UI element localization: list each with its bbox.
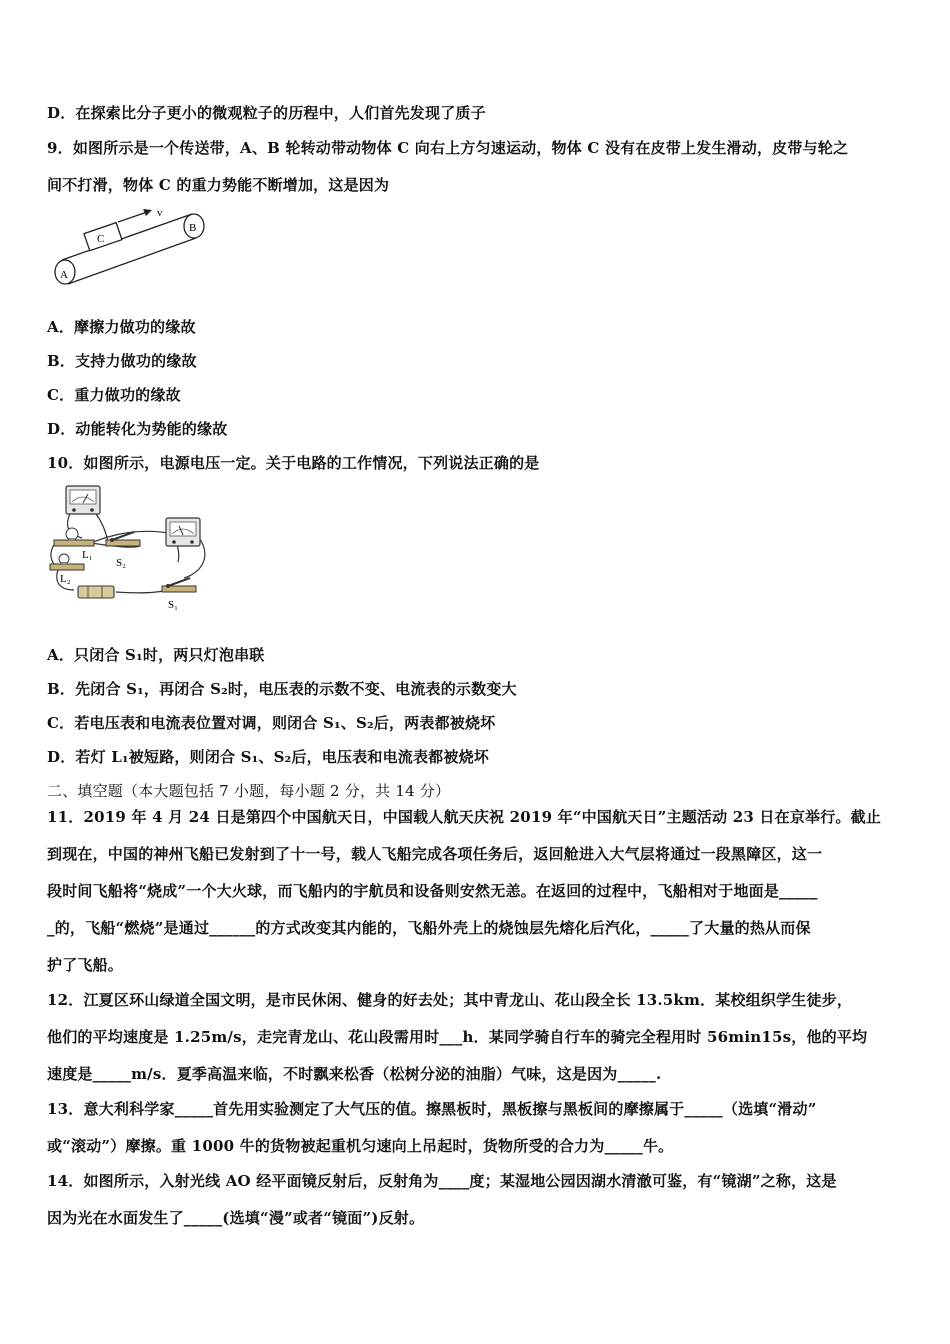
q9-option-c: C．重力做功的缘故 [47, 386, 181, 404]
q11-line4: _的，飞船“燃烧”是通过______的方式改变其内能的，飞船外壳上的烧蚀层先熔化后汽化，_____了大量的热从而保 [47, 919, 811, 937]
q14-line2: 因为光在水面发生了_____(选填“漫”或者“镜面”)反射。 [47, 1209, 425, 1227]
battery [78, 586, 114, 598]
q13-line1: 13．意大利科学家_____首先用实验测定了大气压的值。擦黑板时，黑板擦与黑板间的摩擦属于_____（选填“滑动” [47, 1100, 817, 1118]
label-l2: L₂ [60, 573, 71, 585]
q11-line1: 11．2019 年 4 月 24 日是第四个中国航天日，中国载人航天庆祝 2019 年“中国航天日”主题活动 23 日在京举行。截止 [47, 808, 882, 826]
q9-option-b: B．支持力做功的缘故 [47, 352, 197, 370]
q14-line1: 14．如图所示，入射光线 AO 经平面镜反射后，反射角为____度；某湿地公园因湖水清澈可鉴，有“镜湖”之称，这是 [47, 1172, 837, 1190]
q10-option-a: A．只闭合 S₁时，两只灯泡串联 [47, 646, 265, 664]
conveyor-belt-figure [44, 204, 214, 290]
lamp-l2 [50, 554, 84, 570]
label-l1: L₁ [82, 549, 93, 561]
q11-line3: 段时间飞船将“烧成”一个大火球，而飞船内的宇航员和设备则安然无恙。在返回的过程中，飞船相对于地面是_____ [47, 882, 818, 900]
q10-option-b: B．先闭合 S₁，再闭合 S₂时，电压表的示数不变、电流表的示数变大 [47, 680, 517, 698]
switch-s1 [162, 578, 196, 592]
label-v: v [157, 207, 163, 219]
q9-option-d: D．动能转化为势能的缘故 [47, 420, 228, 438]
label-s1: S₁ [168, 599, 178, 611]
q10-stem: 10．如图所示，电源电压一定。关于电路的工作情况，下列说法正确的是 [47, 454, 540, 472]
q10-option-d: D．若灯 L₁被短路，则闭合 S₁、S₂后，电压表和电流表都被烧坏 [47, 748, 489, 766]
section2-title: 二、填空题（本大题包括 7 小题，每小题 2 分，共 14 分） [47, 782, 451, 800]
switch-s2 [106, 532, 140, 546]
circuit-figure [44, 482, 214, 616]
q10-option-c: C．若电压表和电流表位置对调，则闭合 S₁、S₂后，两表都被烧坏 [47, 714, 496, 732]
label-b: B [189, 222, 197, 234]
lamp-l1 [54, 528, 94, 546]
q8-option-d: D．在探索比分子更小的微观粒子的历程中，人们首先发现了质子 [47, 104, 486, 122]
voltmeter [166, 518, 200, 546]
q12-line1: 12．江夏区环山绿道全国文明，是市民休闲、健身的好去处；其中青龙山、花山段全长 13.5km．某校组织学生徒步， [47, 991, 853, 1009]
label-a: A [60, 269, 68, 281]
q9-stem-line2: 间不打滑，物体 C 的重力势能不断增加，这是因为 [47, 176, 390, 194]
q9-option-a: A．摩擦力做功的缘故 [47, 318, 196, 336]
q13-line2: 或“滚动”）摩擦。重 1000 牛的货物被起重机匀速向上吊起时，货物所受的合力为_____牛。 [47, 1137, 674, 1155]
ammeter [66, 486, 100, 514]
label-c: C [97, 233, 105, 245]
q11-line2: 到现在，中国的神州飞船已发射到了十一号，载人飞船完成各项任务后，返回舱进入大气层将通过一段黑障区，这一 [47, 845, 823, 863]
q12-line3: 速度是_____m/s．夏季高温来临，不时飘来松香（松树分泌的油脂）气味，这是因为_____. [47, 1065, 662, 1083]
label-s2: S₂ [116, 557, 126, 569]
q12-line2: 他们的平均速度是 1.25m/s，走完青龙山、花山段需用时___h．某同学骑自行车的骑完全程用时 56min15s，他的平均 [47, 1028, 868, 1046]
q9-stem-line1: 9．如图所示是一个传送带，A、B 轮转动带动物体 C 向右上方匀速运动，物体 C 没有在皮带上发生滑动，皮带与轮之 [47, 139, 849, 157]
q11-line5: 护了飞船。 [47, 956, 124, 974]
